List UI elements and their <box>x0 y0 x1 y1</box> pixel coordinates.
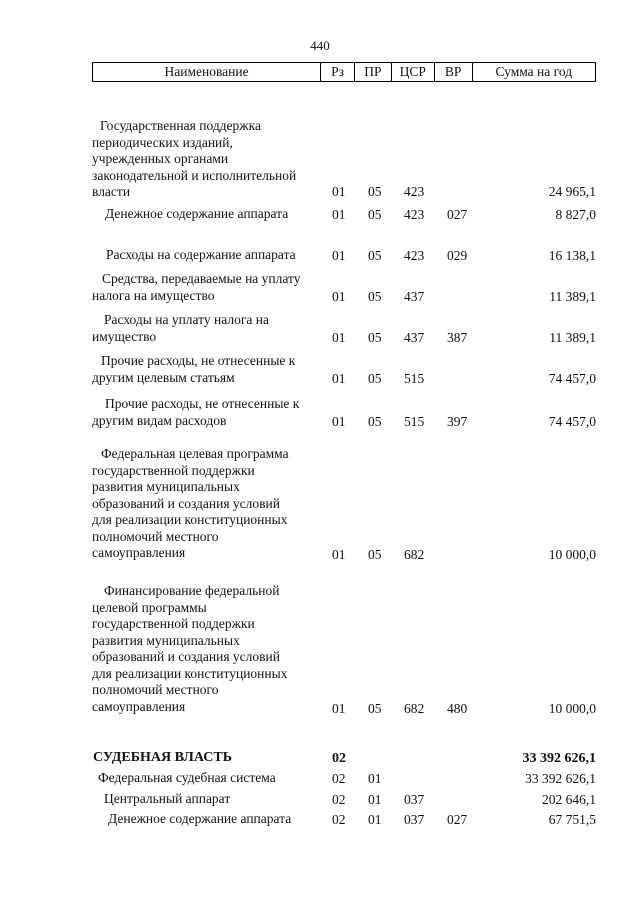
header-csr: ЦСР <box>392 63 435 81</box>
table-row <box>0 770 640 787</box>
row-name-line: Денежное содержание аппарата <box>108 811 292 826</box>
row-name-line: Средства, передаваемые на уплату <box>102 271 301 286</box>
header-sum: Сумма на год <box>495 64 573 79</box>
row-name <box>106 247 342 264</box>
row-name-line: периодических изданий, <box>92 134 233 150</box>
row-rz: 02 <box>332 791 346 807</box>
row-pr: 01 <box>368 791 382 807</box>
table-row <box>0 396 640 430</box>
row-csr: 682 <box>404 546 425 562</box>
row-sum: 11 389,1 <box>549 288 596 304</box>
row-pr: 05 <box>368 329 382 345</box>
row-name <box>92 446 337 562</box>
row-name <box>92 118 336 201</box>
row-csr: 423 <box>404 183 425 199</box>
row-vr: 480 <box>447 700 468 716</box>
row-pr: 05 <box>368 413 382 429</box>
row-name-line: Федеральная целевая программа <box>101 446 289 461</box>
row-name-line: развития муниципальных <box>92 479 240 494</box>
row-sum: 74 457,0 <box>548 413 596 429</box>
table-row <box>0 353 640 387</box>
row-vr: 029 <box>447 247 468 263</box>
row-name-line: Прочие расходы, не отнесенные к <box>105 396 300 411</box>
table-row <box>0 118 640 200</box>
row-rz: 01 <box>332 247 346 263</box>
row-name-line: Денежное содержание аппарата <box>105 206 289 221</box>
row-rz: 01 <box>332 183 346 199</box>
row-pr: 05 <box>368 700 382 716</box>
row-csr: 037 <box>404 791 425 807</box>
row-sum: 24 965,1 <box>548 183 596 199</box>
row-name-line: для реализации конституционных <box>92 512 288 527</box>
row-name-line: налога на имущество <box>92 287 215 303</box>
row-rz: 02 <box>332 811 346 827</box>
row-sum: 16 138,1 <box>548 247 596 263</box>
table-row <box>0 811 640 828</box>
row-name-line: полномочий местного <box>92 528 219 544</box>
row-name-line: законодательной и исполнительной <box>92 167 297 183</box>
table-row <box>0 271 640 305</box>
row-csr: 037 <box>404 811 425 827</box>
row-name-line: власти <box>92 184 131 199</box>
row-name-line: имущество <box>92 328 157 344</box>
row-pr: 05 <box>368 247 382 263</box>
row-sum: 10 000,0 <box>548 700 596 716</box>
row-sum: 67 751,5 <box>548 811 596 827</box>
header-pr: ПР <box>355 63 392 81</box>
row-sum: 8 827,0 <box>555 206 596 222</box>
table-row <box>0 446 640 563</box>
row-csr: 682 <box>404 700 425 716</box>
row-vr: 027 <box>447 811 468 827</box>
row-name-line: государственной поддержки <box>92 462 255 478</box>
row-rz: 01 <box>332 413 346 429</box>
row-name <box>92 583 340 715</box>
row-name-line: самоуправления <box>92 545 186 560</box>
row-sum: 10 000,0 <box>548 546 596 562</box>
row-rz: 01 <box>332 288 346 304</box>
row-csr: 515 <box>404 370 425 386</box>
row-name-line: Расходы на содержание аппарата <box>106 247 296 262</box>
row-pr: 01 <box>368 811 382 827</box>
table-row <box>0 791 640 808</box>
row-rz: 01 <box>332 700 346 716</box>
row-name-line: Финансирование федеральной <box>104 583 280 598</box>
page-number: 440 <box>310 38 330 53</box>
row-name-line: государственной поддержки <box>92 616 255 631</box>
row-name-line: другим целевым статьям <box>92 369 235 385</box>
section-heading-row <box>0 750 640 767</box>
row-pr: 05 <box>368 206 382 222</box>
table-row <box>0 312 640 346</box>
row-name-line: для реализации конституционных <box>92 665 288 681</box>
table-row <box>0 583 640 717</box>
row-rz: 01 <box>332 206 346 222</box>
row-name <box>98 770 334 787</box>
row-csr: 423 <box>404 247 425 263</box>
row-sum: 33 392 626,1 <box>525 770 596 786</box>
row-name-line: самоуправления <box>92 698 186 714</box>
row-sum: 202 646,1 <box>542 791 596 807</box>
row-name <box>93 750 329 767</box>
row-name-line: развития муниципальных <box>92 632 240 648</box>
row-rz: 01 <box>332 329 346 345</box>
row-vr: 387 <box>447 329 468 345</box>
row-name <box>92 353 337 386</box>
row-name-line: целевой программы <box>92 599 207 615</box>
row-name-line: Расходы на уплату налога на <box>104 312 269 327</box>
row-name-line: Федеральная судебная система <box>98 770 276 785</box>
row-name-line: образований и создания условий <box>92 495 280 511</box>
row-name <box>105 206 341 223</box>
row-name <box>104 791 340 808</box>
row-name <box>92 396 341 429</box>
row-csr: 515 <box>404 413 425 429</box>
row-name <box>108 811 344 828</box>
row-csr: 423 <box>404 206 425 222</box>
row-vr: 027 <box>447 206 468 222</box>
row-rz: 02 <box>332 750 346 766</box>
row-sum: 74 457,0 <box>548 370 596 386</box>
table-row <box>0 206 640 223</box>
row-rz: 01 <box>332 370 346 386</box>
row-name-line: другим видам расходов <box>92 412 227 428</box>
row-pr: 05 <box>368 546 382 562</box>
row-pr: 05 <box>368 183 382 199</box>
row-name-line: Государственная поддержка <box>100 118 261 133</box>
row-rz: 02 <box>332 770 346 786</box>
row-sum: 33 392 626,1 <box>522 750 596 766</box>
row-csr: 437 <box>404 329 425 345</box>
row-pr: 05 <box>368 370 382 386</box>
row-rz: 01 <box>332 546 346 562</box>
row-name <box>92 312 340 345</box>
row-csr: 437 <box>404 288 425 304</box>
table-row <box>0 247 640 264</box>
row-pr: 05 <box>368 288 382 304</box>
row-name-line: Прочие расходы, не отнесенные к <box>101 353 296 368</box>
row-name-line: СУДЕБНАЯ ВЛАСТЬ <box>93 750 232 765</box>
row-vr: 397 <box>447 413 468 429</box>
row-name-line: учрежденных органами <box>92 151 229 166</box>
row-name-line: Центральный аппарат <box>104 791 231 806</box>
header-name: Наименование <box>93 63 321 81</box>
row-name-line: образований и создания условий <box>92 649 280 664</box>
row-name-line: полномочий местного <box>92 682 219 697</box>
row-name <box>92 271 338 304</box>
header-rz: Рз <box>321 63 355 81</box>
row-sum: 11 389,1 <box>549 329 596 345</box>
header-vr: ВР <box>435 63 473 81</box>
row-pr: 01 <box>368 770 382 786</box>
